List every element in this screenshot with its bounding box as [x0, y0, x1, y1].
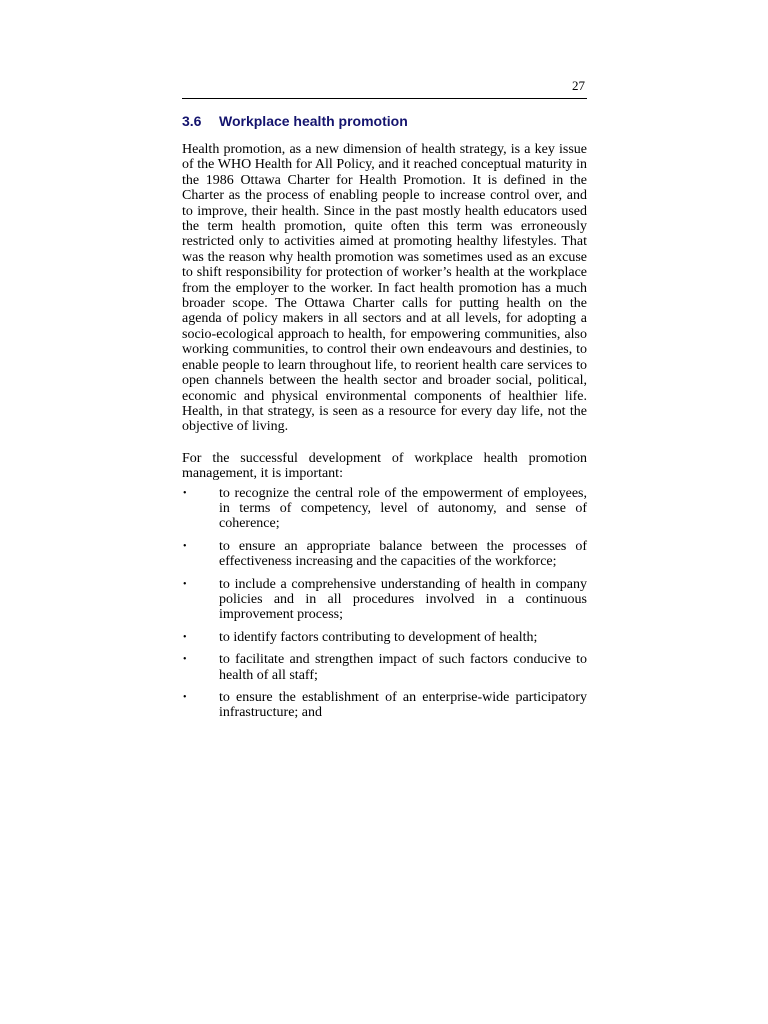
section-number: 3.6: [182, 113, 202, 129]
bullet-icon: •: [183, 540, 187, 552]
bullet-icon: •: [183, 654, 187, 666]
list-item-text: to ensure an appropriate balance between the processes of effectiveness increasing and the capacities of the workforce;: [219, 538, 587, 570]
body-paragraph: Health promotion, as a new dimension of health strategy, is a key issue of the WHO Health for All Policy, and it reached conceptual maturity in the 1986 Ottawa Charter for Health Promotion. It is defined in the Charter as the process of enabling people to increase control over, and to improve, their health. Since in the past mostly health educators used the term health promotion, quite often this term was erroneously restricted only to activities aimed at promoting healthy lifestyles. That was the reason why health promotion was sometimes used as an excuse to shift responsibility for protection of worker’s health at the workplace from the employer to the worker. In fact health promotion has a much broader scope. The Ottawa Charter calls for putting health on the agenda of policy makers in all sectors and at all levels, for adopting a socio-ecological approach to health, for empowering communities, also working communities, to control their own endeavours and destinies, to enable people to learn throughout life, to reorient health care services to open channels between the health sector and broader social, political, economic and physical environmental components of healthier life. Health, in that strategy, is seen as a resource for every day life, not the objective of living.: [182, 142, 587, 435]
section-title: Workplace health promotion: [219, 113, 408, 129]
list-item-text: to identify factors contributing to development of health;: [219, 629, 538, 645]
list-item-text: to include a comprehensive understanding of health in company policies and in all procedures involved in a continuous improvement process;: [219, 576, 587, 623]
list-item: [182, 690, 587, 721]
list-item: [182, 577, 587, 623]
list-item-text: to facilitate and strengthen impact of such factors conducive to health of all staff;: [219, 652, 587, 683]
bullet-icon: •: [183, 487, 187, 499]
list-item: [182, 652, 587, 683]
bullet-list: [182, 486, 587, 721]
list-item: [182, 630, 587, 645]
list-item: [182, 486, 587, 532]
bullet-icon: •: [183, 692, 187, 703]
list-item-text: to recognize the central role of the empowerment of employees, in terms of competency, level of autonomy, and sense of coherence;: [219, 485, 587, 532]
list-item-text: to ensure the establishment of an enterprise-wide participatory infrastructure; and: [219, 690, 587, 721]
body-paragraph: For the successful development of workplace health promotion management, it is important:: [182, 450, 587, 482]
section-heading: [182, 112, 587, 130]
header-rule: [182, 98, 587, 99]
page-number: 27: [572, 78, 585, 93]
bullet-icon: •: [183, 578, 187, 590]
document-page: [182, 78, 587, 728]
bullet-icon: •: [183, 631, 187, 643]
list-item: [182, 539, 587, 570]
